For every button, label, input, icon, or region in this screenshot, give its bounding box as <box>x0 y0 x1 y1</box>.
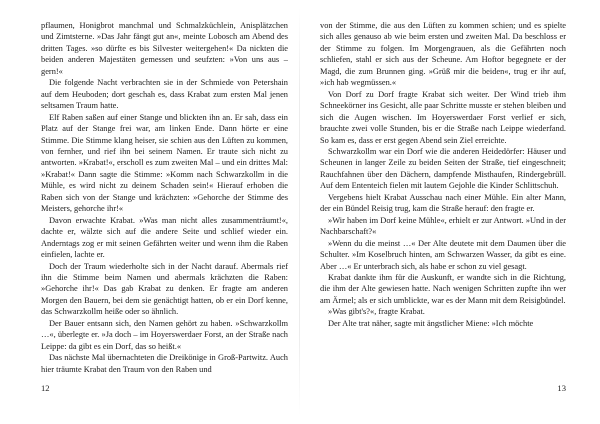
paragraph: Der Bauer entsann sich, den Namen gehört zu haben. »Schwarzkollm …«, überlegte er. »Ja doch – im Hoyerswerdaer Forst, an der Straße nach Leippe: da gibt es ein Dorf, das so heißt.« <box>41 318 288 351</box>
page-number: 13 <box>557 383 566 393</box>
left-page-text <box>41 20 288 375</box>
paragraph: »Wir haben im Dorf keine Mühle«, erhielt er zur Antwort. »Und in der Nachbarschaft?« <box>320 215 566 237</box>
right-page-text <box>320 20 566 329</box>
paragraph: Schwarzkollm war ein Dorf wie die anderen Heidedörfer: Häuser und Scheunen in langer Zeile zu beiden Seiten der Straße, tief eingeschneit; Rauchfahnen über den Dächern, dampfende Misthaufen, Rindergebrüll. Auf dem Ententeich fielen mit lautem Gejohle die Kinder Schlittschuh. <box>320 146 566 191</box>
paragraph: Die folgende Nacht verbrachten sie in der Schmiede von Petershain auf dem Heuboden; dort geschah es, dass Krabat zum ersten Mal jenen seltsamen Traum hatte. <box>41 78 288 111</box>
paragraph: von der Stimme, die aus den Lüften zu kommen schien; und es spielte sich alles genauso ab wie beim ersten und zweiten Mal. Da beschloss er der Stimme zu folgen. Im Morgengrauen, als die Gefährten noch schliefen, stahl er sich aus der Scheune. Am Hoftor begegnete er der Magd, die zum Brunnen ging. »Grüß mir die beiden«, trug er ihr auf, »ich hab wegmüssen.« <box>320 21 566 88</box>
paragraph: »Was gibt's?«, fragte Krabat. <box>328 307 425 317</box>
paragraph: Vergebens hielt Krabat Ausschau nach einer Mühle. Ein alter Mann, der ein Bündel Reisig trug, kam die Straße herauf: den fragte er. <box>320 192 566 214</box>
right-page <box>300 0 600 424</box>
paragraph: »Wenn du die meinst …« Der Alte deutete mit dem Daumen über die Schulter. »Im Koselbruch hinten, am Schwarzen Wasser, da gibt es eine. Aber …« Er unterbrach sich, als habe er schon zu viel gesagt. <box>320 238 566 271</box>
paragraph: Elf Raben saßen auf einer Stange und blickten ihn an. Er sah, dass ein Platz auf der Stange frei war, am linken Ende. Dann hörte er eine Stimme. Die Stimme klang heiser, sie schien aus den Lüften zu kommen, von fernher, und rief ihn bei seinem Namen. Er traute sich nicht zu antworten. »Krabat!«, erscholl es zum zweiten Mal – und ein drittes Mal: »Krabat!« Dann sagte die Stimme: »Komm nach Schwarzkollm in die Mühle, es wird nicht zu deinem Schaden sein!« Hierauf erhoben die Raben sich von der Stange und krächzten: »Gehorche der Stimme des Meisters, gehorche ihr!« <box>41 112 288 214</box>
paragraph: Krabat dankte ihm für die Auskunft, er wandte sich in die Richtung, die ihm der Alte gewiesen hatte. Nach wenigen Schritten zupfte ihn wer am Ärmel; als er sich umblickte, war es der Mann mit dem Reisigbündel. <box>320 272 566 305</box>
page-number: 12 <box>41 383 50 393</box>
paragraph: Davon erwachte Krabat. »Was man nicht alles zusammenträumt!«, dachte er, wälzte sich auf die andere Seite und schlief wieder ein. Anderntags zog er mit seinen Gefährten weiter und wenn ihm die Raben einfielen, lachte er. <box>41 215 288 260</box>
paragraph: Das nächste Mal übernachteten die Dreikönige in Groß-Partwitz. Auch hier träumte Krabat den Traum von den Raben und <box>41 353 288 374</box>
paragraph: pflaumen, Honigbrot manchmal und Schmalzküchlein, Anisplätzchen und Zimtsterne. »Das Jahr fängt gut an«, meinte Lobosch am Abend des dritten Tages. »so dürfte es bis Silvester weitergehen!« Da nickten die beiden anderen Majestäten gemessen und seufzten: »Von uns aus – gern!« <box>41 21 288 76</box>
paragraph: Von Dorf zu Dorf fragte Krabat sich weiter. Der Wind trieb ihm Schneekörner ins Gesicht, alle paar Schritte musste er stehen bleiben und sich die Augen wischen. Im Hoyerswerdaer Forst verlief er sich, brauchte zwei volle Stunden, bis er die Straße nach Leippe wiederfand. So kam es, dass er erst gegen Abend sein Ziel erreichte. <box>320 89 566 145</box>
paragraph: Der Alte trat näher, sagte mit ängstlicher Miene: »Ich möchte <box>328 318 534 328</box>
paragraph: Doch der Traum wiederholte sich in der Nacht darauf. Abermals rief ihn die Stimme beim Namen und abermals krächzten die Raben: »Gehorche ihr!« Das gab Krabat zu denken. Er fragte am anderen Morgen den Bauern, bei dem sie genächtigt hatten, ob er ein Dorf kenne, das Schwarzkollm heiße oder so ähnlich. <box>41 261 288 317</box>
